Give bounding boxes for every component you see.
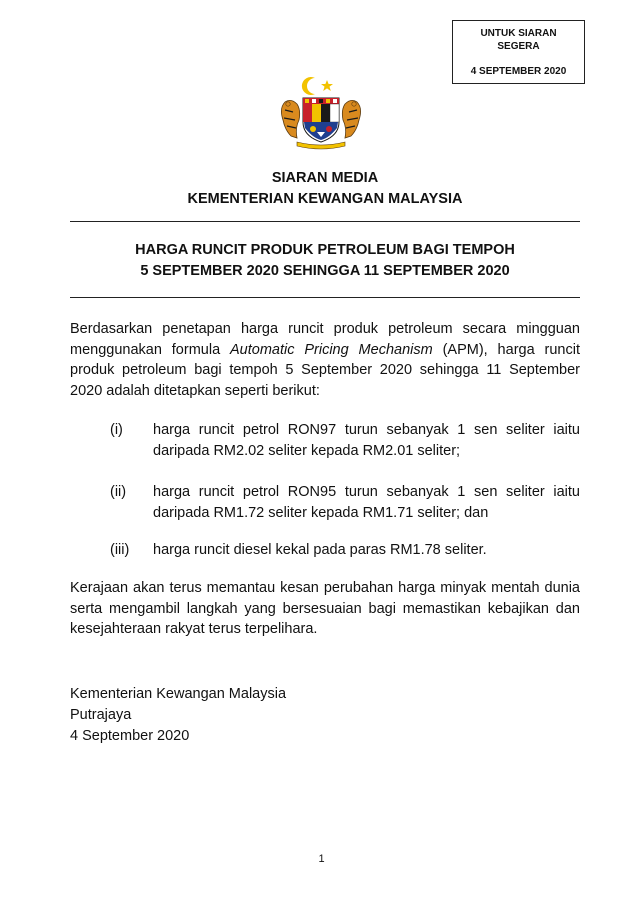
list-item-text: harga runcit petrol RON95 turun sebanyak 1 sen seliter iaitu daripada RM1.72 seliter kepada RM1.71 seliter; dan (153, 484, 580, 521)
subject-title (70, 240, 580, 282)
list-item-text: harga runcit diesel kekal pada paras RM1.78 seliter. (153, 542, 487, 558)
list-item-number: (iii) (110, 542, 130, 558)
divider-bottom (70, 297, 580, 298)
intro-term: Automatic Pricing Mechanism (230, 341, 433, 358)
signoff-organization: Kementerian Kewangan Malaysia (70, 686, 287, 702)
release-notice-line2: SEGERA (497, 41, 540, 52)
header-line2: KEMENTERIAN KEWANGAN MALAYSIA (187, 191, 463, 207)
list-item (110, 420, 580, 461)
intro-paragraph (70, 319, 580, 401)
signoff-date: 4 September 2020 (70, 728, 190, 744)
divider-top (70, 221, 580, 222)
signoff-block (70, 684, 286, 747)
list-item-number: (i) (110, 422, 123, 438)
signoff-place: Putrajaya (70, 707, 132, 723)
list-item (110, 482, 580, 523)
release-notice-box (452, 20, 585, 84)
closing-paragraph: Kerajaan akan terus memantau kesan perubahan harga minyak mentah dunia serta mengambil langkah yang bersesuaian bagi memastikan kebajikan dan kesejahteraan rakyat terus terpelihara. (70, 580, 580, 637)
coat-of-arms-icon (271, 72, 371, 152)
subject-line1: HARGA RUNCIT PRODUK PETROLEUM BAGI TEMPOH (135, 242, 515, 258)
intro-text-part2: (APM), harga runcit produk petroleum bagi tempoh 5 September 2020 sehingga 11 September 2020 adalah ditetapkan seperti berikut: (70, 341, 580, 399)
page-number: 1 (318, 853, 325, 865)
intro-text-part1: Berdasarkan penetapan harga runcit produk petroleum secara mingguan menggunakan formula (70, 321, 580, 358)
release-notice-line1: UNTUK SIARAN (480, 28, 557, 39)
media-release-header (70, 168, 580, 210)
list-item-number: (ii) (110, 484, 127, 500)
list-item (110, 540, 580, 561)
header-line1: SIARAN MEDIA (271, 170, 379, 186)
subject-line2: 5 SEPTEMBER 2020 SEHINGGA 11 SEPTEMBER 2020 (140, 263, 510, 279)
release-notice-date: 4 SEPTEMBER 2020 (470, 66, 567, 77)
list-item-text: harga runcit petrol RON97 turun sebanyak 1 sen seliter iaitu daripada RM2.02 seliter kepada RM2.01 seliter; (153, 422, 580, 459)
